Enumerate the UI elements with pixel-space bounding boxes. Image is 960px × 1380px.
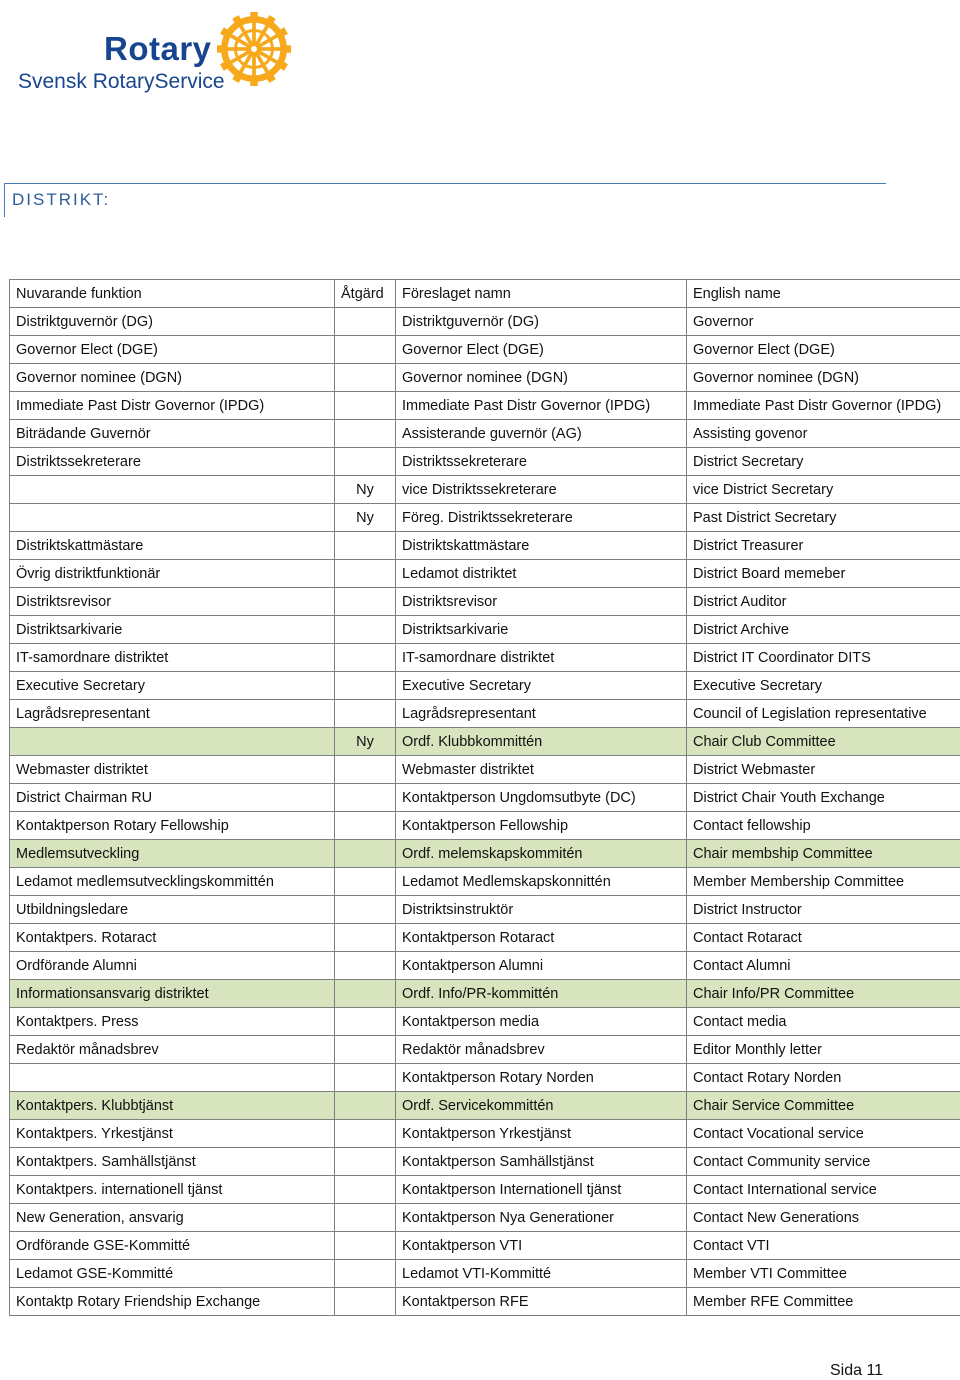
cell-proposed-name: Ledamot distriktet <box>396 560 687 588</box>
table-row <box>10 1204 960 1232</box>
cell-english-name: Governor <box>687 308 960 336</box>
cell-english-name: District Instructor <box>687 896 960 924</box>
cell-english-name: Contact VTI <box>687 1232 960 1260</box>
cell-english-name: District Treasurer <box>687 532 960 560</box>
cell-action: Ny <box>335 476 396 504</box>
cell-english-name: Governor Elect (DGE) <box>687 336 960 364</box>
cell-proposed-name: Kontaktperson Samhällstjänst <box>396 1148 687 1176</box>
cell-proposed-name: Distriktsarkivarie <box>396 616 687 644</box>
table-row <box>10 784 960 812</box>
cell-current-function: New Generation, ansvarig <box>10 1204 335 1232</box>
table-row <box>10 756 960 784</box>
cell-current-function: Executive Secretary <box>10 672 335 700</box>
cell-english-name: Contact International service <box>687 1176 960 1204</box>
cell-english-name: Chair membship Committee <box>687 840 960 868</box>
cell-action <box>335 672 396 700</box>
cell-proposed-name: Kontaktperson RFE <box>396 1288 687 1316</box>
header-current-function: Nuvarande funktion <box>10 280 335 308</box>
cell-english-name: Assisting govenor <box>687 420 960 448</box>
cell-proposed-name: Assisterande guvernör (AG) <box>396 420 687 448</box>
cell-proposed-name: Kontaktperson Fellowship <box>396 812 687 840</box>
table-row <box>10 1260 960 1288</box>
table-row <box>10 672 960 700</box>
cell-english-name: District Secretary <box>687 448 960 476</box>
cell-proposed-name: Ordf. Info/PR-kommittén <box>396 980 687 1008</box>
table-row <box>10 448 960 476</box>
table-row <box>10 1064 960 1092</box>
table-row <box>10 812 960 840</box>
cell-proposed-name: Immediate Past Distr Governor (IPDG) <box>396 392 687 420</box>
cell-current-function: Ledamot medlemsutvecklingskommittén <box>10 868 335 896</box>
cell-current-function <box>10 728 335 756</box>
table-row <box>10 588 960 616</box>
cell-english-name: Chair Service Committee <box>687 1092 960 1120</box>
table-row <box>10 840 960 868</box>
cell-proposed-name: Distriktguvernör (DG) <box>396 308 687 336</box>
cell-current-function <box>10 476 335 504</box>
cell-current-function: Övrig distriktfunktionär <box>10 560 335 588</box>
table-row <box>10 924 960 952</box>
table-row <box>10 952 960 980</box>
table-row <box>10 364 960 392</box>
table-row <box>10 336 960 364</box>
cell-current-function: Ordförande Alumni <box>10 952 335 980</box>
cell-current-function: Kontaktpers. Klubbtjänst <box>10 1092 335 1120</box>
cell-current-function: IT-samordnare distriktet <box>10 644 335 672</box>
header-proposed-name: Föreslaget namn <box>396 280 687 308</box>
table-row <box>10 308 960 336</box>
cell-proposed-name: IT-samordnare distriktet <box>396 644 687 672</box>
cell-current-function: Governor nominee (DGN) <box>10 364 335 392</box>
cell-english-name: Contact fellowship <box>687 812 960 840</box>
logo-wordmark: Rotary <box>104 30 212 67</box>
cell-english-name: Contact Community service <box>687 1148 960 1176</box>
cell-action <box>335 560 396 588</box>
cell-action <box>335 756 396 784</box>
logo-subtitle: Svensk RotaryService <box>18 70 225 93</box>
cell-action <box>335 420 396 448</box>
cell-english-name: Governor nominee (DGN) <box>687 364 960 392</box>
cell-action <box>335 364 396 392</box>
cell-proposed-name: Distriktsinstruktör <box>396 896 687 924</box>
section-rule <box>4 183 886 184</box>
cell-current-function: Kontaktpers. internationell tjänst <box>10 1176 335 1204</box>
cell-proposed-name: Kontaktperson media <box>396 1008 687 1036</box>
cell-proposed-name: Lagrådsrepresentant <box>396 700 687 728</box>
cell-current-function: Redaktör månadsbrev <box>10 1036 335 1064</box>
cell-proposed-name: Kontaktperson Ungdomsutbyte (DC) <box>396 784 687 812</box>
cell-action <box>335 1120 396 1148</box>
table-row <box>10 1148 960 1176</box>
cell-current-function: Distriktsrevisor <box>10 588 335 616</box>
table-row <box>10 532 960 560</box>
cell-current-function: Kontaktperson Rotary Fellowship <box>10 812 335 840</box>
cell-current-function: District Chairman RU <box>10 784 335 812</box>
cell-action <box>335 784 396 812</box>
table-row <box>10 644 960 672</box>
table-row <box>10 980 960 1008</box>
table-row <box>10 504 960 532</box>
table-row <box>10 1176 960 1204</box>
cell-action <box>335 336 396 364</box>
cell-proposed-name: Kontaktperson Nya Generationer <box>396 1204 687 1232</box>
table-row <box>10 868 960 896</box>
cell-english-name: Contact media <box>687 1008 960 1036</box>
cell-current-function: Immediate Past Distr Governor (IPDG) <box>10 392 335 420</box>
cell-action <box>335 448 396 476</box>
cell-current-function: Kontaktpers. Samhällstjänst <box>10 1148 335 1176</box>
cell-english-name: District Board memeber <box>687 560 960 588</box>
cell-proposed-name: Kontaktperson Rotary Norden <box>396 1064 687 1092</box>
cell-proposed-name: vice Distriktssekreterare <box>396 476 687 504</box>
cell-english-name: District Chair Youth Exchange <box>687 784 960 812</box>
cell-current-function: Kontaktp Rotary Friendship Exchange <box>10 1288 335 1316</box>
section-rule-left <box>4 183 5 217</box>
table-row <box>10 1008 960 1036</box>
page-number: Sida 11 <box>830 1362 884 1379</box>
cell-proposed-name: Executive Secretary <box>396 672 687 700</box>
table-row <box>10 392 960 420</box>
cell-proposed-name: Ordf. Klubbkommittén <box>396 728 687 756</box>
cell-current-function: Distriktsarkivarie <box>10 616 335 644</box>
cell-current-function: Webmaster distriktet <box>10 756 335 784</box>
table-row <box>10 1036 960 1064</box>
table-row <box>10 616 960 644</box>
cell-current-function: Informationsansvarig distriktet <box>10 980 335 1008</box>
cell-current-function <box>10 1064 335 1092</box>
cell-action <box>335 896 396 924</box>
cell-action <box>335 700 396 728</box>
cell-english-name: District Auditor <box>687 588 960 616</box>
cell-english-name: Editor Monthly letter <box>687 1036 960 1064</box>
cell-english-name: Immediate Past Distr Governor (IPDG) <box>687 392 960 420</box>
cell-english-name: Chair Club Committee <box>687 728 960 756</box>
table-row <box>10 420 960 448</box>
cell-english-name: Contact Vocational service <box>687 1120 960 1148</box>
cell-current-function: Lagrådsrepresentant <box>10 700 335 728</box>
cell-action <box>335 588 396 616</box>
cell-english-name: Member RFE Committee <box>687 1288 960 1316</box>
table-row <box>10 1120 960 1148</box>
cell-action <box>335 392 396 420</box>
header-action: Åtgärd <box>335 280 396 308</box>
cell-action: Ny <box>335 728 396 756</box>
cell-proposed-name: Governor nominee (DGN) <box>396 364 687 392</box>
cell-action <box>335 616 396 644</box>
cell-proposed-name: Kontaktperson Alumni <box>396 952 687 980</box>
cell-proposed-name: Kontaktperson Yrkestjänst <box>396 1120 687 1148</box>
cell-action <box>335 924 396 952</box>
cell-action <box>335 1148 396 1176</box>
district-functions-table <box>9 279 960 1316</box>
cell-current-function: Distriktskattmästare <box>10 532 335 560</box>
cell-current-function: Ledamot GSE-Kommitté <box>10 1260 335 1288</box>
table-body <box>10 280 960 1316</box>
cell-english-name: District Archive <box>687 616 960 644</box>
rotary-logo <box>14 10 284 92</box>
cell-proposed-name: Föreg. Distriktssekreterare <box>396 504 687 532</box>
cell-proposed-name: Ledamot Medlemskapskonnittén <box>396 868 687 896</box>
cell-proposed-name: Ordf. Servicekommittén <box>396 1092 687 1120</box>
cell-action <box>335 1008 396 1036</box>
cell-proposed-name: Ordf. melemskapskommitén <box>396 840 687 868</box>
header-english-name: English name <box>687 280 960 308</box>
cell-action <box>335 1064 396 1092</box>
cell-english-name: Member VTI Committee <box>687 1260 960 1288</box>
cell-action <box>335 1260 396 1288</box>
cell-current-function: Medlemsutveckling <box>10 840 335 868</box>
table-row <box>10 700 960 728</box>
cell-current-function: Governor Elect (DGE) <box>10 336 335 364</box>
cell-proposed-name: Kontaktperson Internationell tjänst <box>396 1176 687 1204</box>
cell-action: Ny <box>335 504 396 532</box>
cell-english-name: District IT Coordinator DITS <box>687 644 960 672</box>
cell-proposed-name: Distriktssekreterare <box>396 448 687 476</box>
cell-proposed-name: Governor Elect (DGE) <box>396 336 687 364</box>
cell-proposed-name: Webmaster distriktet <box>396 756 687 784</box>
cell-action <box>335 1092 396 1120</box>
cell-action <box>335 812 396 840</box>
cell-proposed-name: Kontaktperson Rotaract <box>396 924 687 952</box>
cell-english-name: Member Membership Committee <box>687 868 960 896</box>
cell-action <box>335 1232 396 1260</box>
table-row <box>10 476 960 504</box>
table-header-row <box>10 280 960 308</box>
cell-action <box>335 868 396 896</box>
cell-english-name: Contact Rotary Norden <box>687 1064 960 1092</box>
cell-english-name: Contact New Generations <box>687 1204 960 1232</box>
cell-current-function: Distriktguvernör (DG) <box>10 308 335 336</box>
cell-current-function: Kontaktpers. Yrkestjänst <box>10 1120 335 1148</box>
table-row <box>10 896 960 924</box>
cell-english-name: Contact Rotaract <box>687 924 960 952</box>
cell-action <box>335 532 396 560</box>
cell-current-function: Kontaktpers. Rotaract <box>10 924 335 952</box>
cell-current-function: Utbildningsledare <box>10 896 335 924</box>
rotary-wheel-icon <box>217 12 291 86</box>
cell-english-name: Executive Secretary <box>687 672 960 700</box>
table-row <box>10 728 960 756</box>
table-row <box>10 1232 960 1260</box>
table-row <box>10 1288 960 1316</box>
cell-english-name: Contact Alumni <box>687 952 960 980</box>
cell-action <box>335 952 396 980</box>
cell-proposed-name: Distriktsrevisor <box>396 588 687 616</box>
cell-action <box>335 1176 396 1204</box>
cell-action <box>335 840 396 868</box>
cell-action <box>335 1036 396 1064</box>
cell-action <box>335 980 396 1008</box>
cell-proposed-name: Distriktskattmästare <box>396 532 687 560</box>
cell-english-name: Council of Legislation representative <box>687 700 960 728</box>
cell-current-function: Kontaktpers. Press <box>10 1008 335 1036</box>
table-row <box>10 1092 960 1120</box>
cell-current-function: Distriktssekreterare <box>10 448 335 476</box>
table-row <box>10 560 960 588</box>
cell-action <box>335 644 396 672</box>
cell-english-name: vice District Secretary <box>687 476 960 504</box>
cell-current-function: Ordförande GSE-Kommitté <box>10 1232 335 1260</box>
section-heading: DISTRIKT: <box>12 190 111 209</box>
cell-english-name: District Webmaster <box>687 756 960 784</box>
cell-proposed-name: Redaktör månadsbrev <box>396 1036 687 1064</box>
cell-action <box>335 308 396 336</box>
cell-english-name: Chair Info/PR Committee <box>687 980 960 1008</box>
cell-current-function: Biträdande Guvernör <box>10 420 335 448</box>
cell-current-function <box>10 504 335 532</box>
cell-action <box>335 1288 396 1316</box>
cell-proposed-name: Ledamot VTI-Kommitté <box>396 1260 687 1288</box>
cell-action <box>335 1204 396 1232</box>
cell-english-name: Past District Secretary <box>687 504 960 532</box>
cell-proposed-name: Kontaktperson VTI <box>396 1232 687 1260</box>
